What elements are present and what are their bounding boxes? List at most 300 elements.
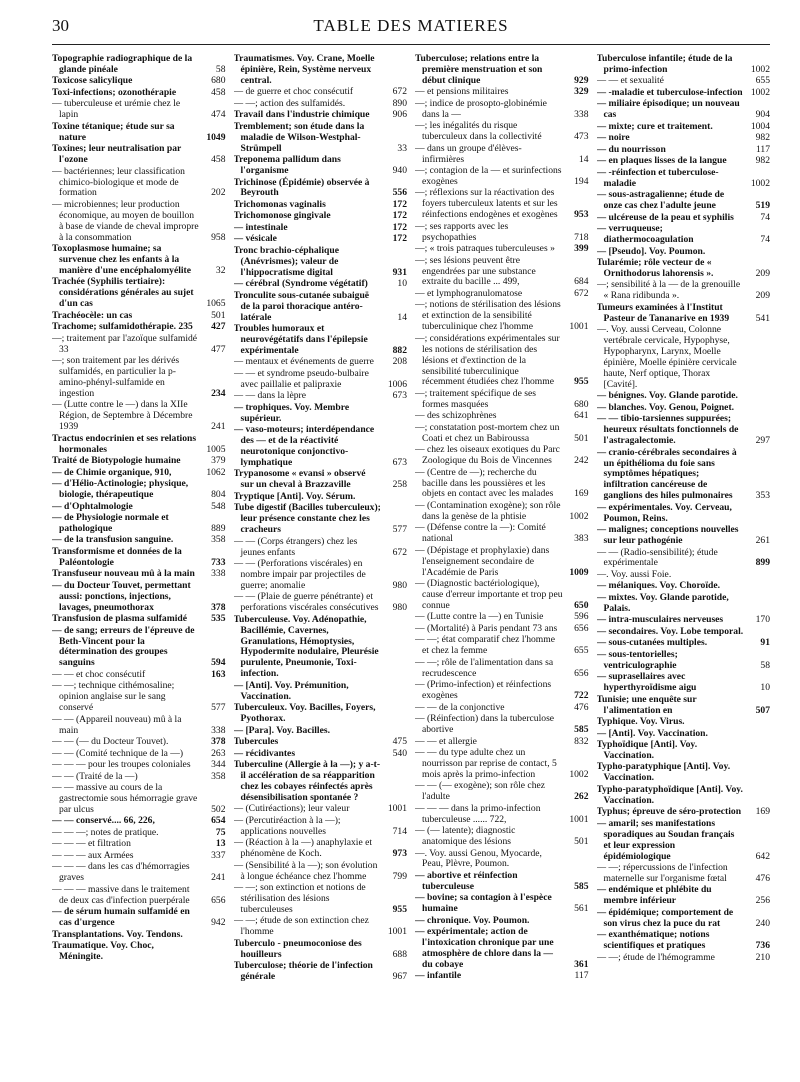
index-entry-term: Typhus; épreuve de séro-protection [596, 806, 742, 818]
index-entry-term: — (Contamination exogène); son rôle dans la genèse de la phtisie [415, 499, 561, 522]
index-entry-term: — (Sensibilité à la —); son évolution à longue échéance chez l'homme [233, 859, 378, 882]
index-entry [597, 76, 771, 87]
index-entry-term: Tularémie; rôle vecteur de « Ornithodorus lahorensis ». [596, 257, 714, 279]
index-entry [234, 223, 408, 234]
index-entry-page: 585 [574, 724, 589, 735]
index-entry-term: — miliaire épisodique; un nouveau cas [596, 98, 740, 121]
index-entry-term: — sous-cutanées multiples. [596, 637, 708, 649]
index-entry [52, 839, 226, 850]
index-entry [234, 615, 408, 680]
index-entry-page: 955 [392, 903, 407, 915]
index-entry-term: Topographie radiographique de la glande pinéale [52, 54, 193, 75]
index-entry [597, 695, 771, 717]
index-entry [415, 501, 589, 523]
index-entry [234, 703, 408, 725]
index-entry-term: — du Docteur Touvet, permettant aussi: ponctions, injections, lavages, pneumothorax [52, 579, 191, 613]
index-entry-term: — dans un groupe d'élèves-infirmières [415, 142, 522, 165]
index-entry [415, 971, 589, 982]
index-entry [415, 99, 589, 121]
index-entry-page: 718 [574, 231, 589, 243]
index-entry [597, 247, 771, 258]
index-entry-term: — — (— du Docteur Touvet). [52, 736, 169, 748]
index-entry [52, 670, 226, 681]
index-entry-page: 1004 [750, 120, 770, 132]
index-entry [234, 279, 408, 290]
index-entry-term: — trophiques. Voy. Membre supérieur. [233, 401, 350, 424]
index-entry [597, 258, 771, 280]
index-entry-term: — — et sexualité [596, 75, 664, 87]
index-entry [415, 804, 589, 826]
index-entry-page: 172 [392, 221, 407, 233]
index-entry-term: — des schizophrènes [415, 410, 497, 422]
index-entry-term: — de guerre et choc consécutif [233, 86, 354, 98]
index-entry [234, 883, 408, 916]
index-entry-term: — — tibio-tarsiennes suppurées; heureux résultats fonctionnels de l'astragalectomie. [596, 413, 739, 447]
index-entry-page: 1049 [206, 131, 226, 143]
index-entry-page: 736 [755, 940, 770, 952]
index-entry-page: 383 [574, 533, 589, 545]
index-entry [415, 714, 589, 736]
index-entry-page: 688 [392, 948, 407, 960]
index-entry [52, 356, 226, 400]
index-entry-term: Tronculite sous-cutanée subaiguë de la paroi thoracique antéro-latérale [233, 289, 370, 323]
index-entry-page: 642 [755, 850, 770, 862]
index-entry [234, 592, 408, 614]
index-entry [52, 535, 226, 546]
index-entry-term: Trachome; sulfamidothérapie. 235 [52, 321, 193, 333]
index-entry [597, 525, 771, 547]
index-entry-term: — bénignes. Voy. Glande parotide. [596, 390, 738, 402]
index-entry [597, 88, 771, 99]
index-entry [597, 615, 771, 626]
index-entry-term: — épidémique; comportement de son virus chez la puce du rat [596, 906, 734, 929]
index-entry-term: — [Para]. Voy. Bacilles. [233, 724, 330, 736]
page-title: TABLE DES MATIERES [313, 16, 509, 35]
index-entry [415, 826, 589, 848]
index-entry [597, 280, 771, 302]
index-entry [597, 908, 771, 930]
index-entry-page: 210 [755, 951, 770, 963]
index-entry-term: Trichinose (Épidémie) observée à Beyrouth [233, 176, 370, 199]
index-entry-page: 344 [211, 759, 226, 771]
index-entry-page: 541 [755, 312, 770, 324]
index-entry-term: —; son traitement par les dérivés sulfamidés, en particulier la p-amino-phényl-sulfamide en ingestion [52, 355, 180, 399]
index-entry [52, 760, 226, 771]
index-entry [52, 468, 226, 479]
index-entry [597, 717, 771, 728]
index-entry-term: — amaril; ses manifestations sporadiques au Soudan français et leur expression épidémiologique [596, 817, 735, 862]
index-entry-page: 722 [574, 690, 589, 702]
index-entry-page: 501 [211, 309, 226, 321]
index-entry [597, 54, 771, 76]
index-entry-page: 1062 [206, 466, 226, 478]
index-entry-page: 170 [755, 614, 770, 626]
index-entry-term: — — et syndrome pseudo-bulbaire avec paillalie et palipraxie [233, 367, 369, 390]
index-entry-term: — mixte; cure et traitement. [596, 120, 713, 132]
index-entry [597, 403, 771, 414]
index-entry-page: 10 [397, 278, 407, 290]
index-entry-term: Troubles humoraux et neurovégétatifs dans l'épilepsie expérimentale [233, 323, 368, 356]
index-entry-page: 427 [211, 321, 226, 333]
index-entry [597, 762, 771, 784]
index-entry-page: 458 [211, 86, 226, 98]
index-entry-term: — —; technique cithémosaline; opinion anglaise sur le sang conservé [52, 680, 175, 714]
index-entry-term: — infantile [415, 970, 462, 982]
index-entry-page: 980 [392, 602, 407, 614]
index-entry-term: — —; répercussions de l'infection maternelle sur l'organisme fœtal [596, 862, 728, 884]
index-entry-page: 832 [574, 735, 589, 747]
index-entry [415, 916, 589, 927]
index-entry-page: 655 [574, 645, 589, 657]
index-entry [415, 703, 589, 714]
index-entry-page: 33 [397, 142, 407, 154]
index-entry [415, 849, 589, 871]
index-entry-page: 473 [574, 131, 589, 143]
index-entry [597, 570, 771, 581]
index-entry-term: Trichomonas vaginalis [233, 198, 326, 210]
index-entry [234, 178, 408, 200]
index-entry [52, 99, 226, 121]
index-entry [234, 816, 408, 838]
index-entry-term: — microbiennes; leur production économique, au moyen de bouillon à base de viande de cheval impropre à la consommation [52, 198, 199, 243]
index-entry-page: 361 [574, 958, 589, 970]
index-entry-page: 882 [392, 344, 407, 356]
index-entry [415, 871, 589, 893]
index-entry [234, 469, 408, 491]
index-entry [52, 772, 226, 783]
index-entry [234, 737, 408, 748]
index-entry [52, 144, 226, 166]
index-entry-term: — — du type adulte chez un nourrisson par reprise de contact, 5 mois après la primo-infection [415, 747, 557, 780]
index-entry [234, 357, 408, 368]
index-entry [234, 122, 408, 155]
index-entry [52, 76, 226, 87]
index-entry [234, 939, 408, 961]
index-entry-page: 172 [392, 198, 407, 210]
index-entry-page: 501 [574, 432, 589, 444]
index-entry-page: 240 [755, 917, 770, 929]
index-entry [234, 324, 408, 357]
index-entry-page: 74 [760, 234, 770, 246]
index-entry [415, 893, 589, 915]
index-entry-page: 650 [574, 599, 589, 611]
index-entry [597, 807, 771, 818]
index-entry-term: — de sang; erreurs de l'épreuve de Beth-Vincent pour la détermination des groupes sanguins [52, 624, 195, 669]
index-entry [52, 941, 226, 963]
index-entry [415, 781, 589, 803]
index-entry [597, 593, 771, 615]
index-entry-page: 117 [574, 970, 589, 982]
index-entry [52, 513, 226, 535]
index-entry [234, 559, 408, 592]
index-entry-term: Transfuseur nouveau mû à la main [52, 568, 195, 580]
index-entry-term: Tuberculose; relations entre la première menstruation et son début clinique [415, 54, 543, 86]
index-entry [52, 930, 226, 941]
index-entry-term: — — — aux Armées [52, 849, 134, 861]
index-entry [597, 729, 771, 740]
index-entry [234, 726, 408, 737]
index-entry [234, 916, 408, 938]
index-entry-term: —; constatation post-mortem chez un Coati et chez un Babiroussa [415, 421, 560, 444]
index-entry-term: — (Réinfection) dans la tuberculose abortive [415, 713, 555, 735]
index-entry [597, 638, 771, 649]
index-entry-term: Toxines; leur neutralisation par l'ozone [52, 143, 182, 166]
index-entry-term: — — — et filtration [52, 838, 131, 850]
index-entry [52, 828, 226, 839]
index-entry-page: 540 [392, 747, 407, 759]
index-entry [52, 322, 226, 333]
index-entry-term: — expérimentales. Voy. Cerveau, Poumon, Reins. [596, 501, 732, 524]
index-entry-page: 680 [574, 398, 589, 410]
index-entry-term: — suprasellaires avec hyperthyroïdisme aigu [596, 671, 697, 694]
index-entry-page: 337 [211, 849, 226, 861]
index-entry-term: Typhique. Voy. Virus. [596, 716, 685, 728]
index-entry-term: —. Voy. aussi Foie. [596, 568, 672, 580]
index-column-3 [415, 54, 589, 1074]
index-entry-term: Tube digestif (Bacilles tuberculeux); leur présence constante chez les cracheurs [233, 502, 381, 536]
index-entry-term: Tuberculeux. Voy. Bacilles, Foyers, Pyothorax. [233, 702, 376, 725]
index-entry-term: Typhoïdique [Anti]. Voy. Vaccination. [596, 739, 698, 761]
index-entry-term: — — dans la lèpre [233, 390, 306, 402]
index-entry-term: — blanches. Voy. Genou, Poignet. [596, 401, 735, 413]
index-entry-page: 378 [211, 601, 226, 613]
index-entry-page: 475 [392, 736, 407, 748]
index-entry [597, 168, 771, 190]
index-entry [52, 244, 226, 277]
index-entry-page: 973 [392, 848, 407, 860]
index-entry-page: 673 [392, 390, 407, 402]
index-entry-page: 501 [574, 836, 589, 848]
index-entry-page: 982 [755, 132, 770, 144]
index-entry-term: —; ses lésions peuvent être engendrées par une substance extraite du bacille ... 499, [415, 254, 536, 288]
index-entry [52, 311, 226, 322]
index-entry [597, 213, 771, 224]
index-entry-page: 1002 [750, 63, 770, 75]
index-entry [597, 145, 771, 156]
index-entry-page: 1001 [387, 926, 407, 938]
index-entry-page: 799 [392, 870, 407, 882]
index-entry [597, 503, 771, 525]
index-entry [234, 99, 408, 110]
index-entry [234, 391, 408, 402]
index-entry-term: —; ses rapports avec les psychopathies [415, 220, 509, 243]
index-entry-term: — (Diagnostic bactériologique), cause d'erreur importante et trop peu connue [415, 578, 563, 611]
index-entry-term: Trichomonose gingivale [233, 210, 331, 222]
page-number: 30 [52, 16, 69, 35]
index-entry-term: — mélaniques. Voy. Choroïde. [596, 580, 720, 592]
index-entry-page: 263 [211, 747, 226, 759]
index-entry [597, 863, 771, 885]
index-entry-term: Trachéocèle: un cas [52, 309, 133, 321]
index-entry-term: — —; étude de l'hémogramme [596, 951, 715, 963]
index-entry [597, 156, 771, 167]
index-entry-term: — d'Hélio-Actinologie; physique, biologie, thérapeutique [52, 478, 189, 501]
index-entry-term: Tryptique [Anti]. Voy. Sérum. [233, 490, 356, 502]
index-entry [52, 167, 226, 200]
index-entry-page: 502 [211, 803, 226, 815]
index-entry-page: 1002 [750, 86, 770, 98]
index-entry [415, 423, 589, 445]
index-entry-term: — de Physiologie normale et pathologique [52, 512, 169, 534]
index-entry [52, 851, 226, 862]
index-entry-page: 477 [211, 343, 226, 355]
index-entry [234, 804, 408, 815]
index-entry-term: — ulcéreuse de la peau et syphilis [596, 211, 734, 223]
index-entry-page: 955 [574, 376, 589, 388]
index-entry-term: — secondaires. Voy. Lobe temporal. [596, 625, 744, 637]
index-entry-term: — vésicale [233, 233, 277, 245]
index-entry [597, 224, 771, 246]
index-entry-term: — — (Appareil nouveau) mû à la main [52, 713, 182, 736]
index-entry [415, 244, 589, 255]
index-entry-term: —; traitement spécifique de ses formes masquées [415, 387, 536, 410]
index-entry-term: Trachée (Syphilis tertiaire): considérations générales au sujet d'un cas [52, 276, 194, 310]
index-entry-term: — — — dans la primo-infection tuberculeuse ...... 722, [415, 802, 541, 825]
index-entry-term: —; notions de stérilisation des lésions et extinction de la sensibilité tuberculinique chez l'homme [415, 299, 561, 333]
index-entry-page: 476 [755, 872, 770, 884]
index-entry-term: — sous-astragalienne; étude de onze cas chez l'adulte jeune [596, 189, 725, 212]
index-entry-term: — —; action des sulfamidés. [233, 97, 346, 109]
index-column-2 [234, 54, 408, 1074]
index-entry [52, 581, 226, 614]
index-entry [52, 122, 226, 144]
index-entry [234, 211, 408, 222]
index-entry [52, 715, 226, 737]
index-entry-term: — —; étude de son extinction chez l'homme [233, 915, 369, 938]
index-entry-page: 117 [755, 143, 770, 155]
header-rule [52, 44, 770, 45]
index-entry-term: — chronique. Voy. Poumon. [415, 914, 530, 926]
index-entry-term: — exanthématique; notions scientifiques et pratiques [596, 929, 710, 952]
index-entry-term: — du nourrisson [596, 143, 666, 155]
index-entry [597, 581, 771, 592]
index-entry-term: — d'Ophtalmologie [52, 500, 133, 512]
index-entry-term: —; traitement par l'azoïque sulfamidé 33 [52, 332, 198, 355]
index-entry-term: — (Dépistage et prophylaxie) dans l'enseignement secondaire de l'Académie de Paris [415, 544, 550, 578]
index-entry [415, 680, 589, 702]
index-entry [415, 927, 589, 971]
index-entry-term: — de Chimie organique, 910, [52, 466, 172, 478]
index-entry [415, 411, 589, 422]
index-entry-page: 931 [392, 266, 407, 278]
index-entry-page: 548 [211, 500, 226, 512]
index-column-1 [52, 54, 226, 1074]
index-entry-term: —; les inégalités du risque tuberculeux dans la collectivité [415, 120, 542, 143]
index-entry-page: 13 [215, 838, 226, 850]
index-entry [52, 885, 226, 907]
index-entry-page: 1001 [387, 803, 407, 815]
index-entry [597, 325, 771, 390]
index-entry [415, 144, 589, 166]
index-entry [597, 391, 771, 402]
index-entry-page: 577 [392, 524, 407, 536]
index-entry-page: 656 [211, 894, 226, 906]
index-entry-term: Tremblement; son étude dans la maladie de Wilson-Westphal-Strümpell [233, 120, 365, 154]
index-entry [234, 838, 408, 860]
index-entry [52, 54, 226, 76]
index-entry [415, 658, 589, 680]
index-entry [597, 650, 771, 672]
index-entry-term: — intra-musculaires nerveuses [596, 614, 724, 626]
index-entry-term: — bactériennes; leur classification chimico-biologique et mode de formation [52, 165, 185, 199]
index-entry-page: 209 [755, 267, 770, 279]
index-entry [52, 681, 226, 714]
index-entry-term: — mixtes. Voy. Glande parotide, Palais. [596, 591, 729, 614]
index-entry-term: — intestinale [233, 221, 288, 233]
index-entry-term: Toxoplasmose humaine; sa survenue chez les enfants à la manière d'une encéphalomyélite [52, 243, 191, 276]
index-entry-term: Toxicose salicylique [52, 75, 133, 87]
index-entry-page: 942 [211, 917, 226, 929]
index-entry-page: 585 [574, 880, 589, 892]
index-entry [415, 334, 589, 389]
index-entry-page: 519 [755, 200, 770, 212]
index-entry-page: 507 [755, 704, 770, 716]
index-entry [52, 737, 226, 748]
index-entry-page: 379 [211, 455, 226, 467]
index-entry-page: 1005 [206, 443, 226, 455]
index-entry-term: — — — dans les cas d'hémorragies graves [52, 861, 190, 884]
index-entry-page: 10 [760, 682, 770, 694]
index-entry-term: — sous-tentorielles; ventriculographie [596, 648, 678, 671]
index-entry-term: Tuberculo - pneumoconiose des houilleurs [233, 937, 362, 960]
index-entry-term: — [Anti]. Voy. Vaccination. [596, 727, 708, 739]
index-entry-term: — — — massive dans le traitement de deux cas d'infection puerpérale [52, 883, 190, 906]
index-entry-page: 733 [211, 556, 226, 568]
index-entry-page: 169 [755, 806, 770, 818]
index-entry-page: 32 [215, 264, 226, 276]
index-entry-term: — — —; notes de pratique. [52, 826, 159, 838]
index-entry-term: — en plaques lisses de la langue [596, 155, 727, 167]
index-entry-page: 889 [211, 522, 226, 534]
index-entry-term: — — et allergie [415, 735, 477, 747]
index-entry [415, 256, 589, 289]
index-entry-page: 476 [574, 701, 589, 713]
index-entry [597, 190, 771, 212]
index-entry-term: Tunisie; une enquête sur l'alimentation en [596, 693, 697, 716]
index-entry-term: —; indice de prosopto-globinémie dans la — [415, 97, 547, 120]
index-entry [52, 816, 226, 827]
index-entry-page: 1002 [750, 177, 770, 189]
index-entry [234, 681, 408, 703]
index-entry [234, 425, 408, 469]
index-entry-page: 1002 [569, 768, 589, 780]
index-entry-term: Tumeurs examinées à l'Institut Pasteur de Tananarive en 1939 [596, 301, 730, 324]
index-entry-page: 338 [574, 108, 589, 120]
index-entry-term: Tuberculeuse. Voy. Adénopathie, Bacillémie, Cavernes, Granulations, Hémoptysies, Hypodermite nodulaire, Pleurésie purulente, Pneumonie, Toxi-infection. [233, 613, 379, 680]
index-entry-page: 680 [211, 75, 226, 87]
index-entry [415, 54, 589, 87]
index-entry-page: 353 [755, 490, 770, 502]
index-entry [52, 434, 226, 456]
index-entry-page: 561 [574, 903, 589, 915]
index-entry-term: Toxi-infections; ozonothérapie [52, 86, 177, 98]
index-entry-term: Transfusion de plasma sulfamidé [52, 613, 187, 625]
index-entry [52, 783, 226, 816]
index-column-4 [597, 54, 771, 1074]
index-entry-page: 804 [211, 489, 226, 501]
index-entry-page: 655 [755, 75, 770, 87]
index-entry-term: — endémique et phlébite du membre inférieur [596, 884, 712, 907]
index-entry-page: 1065 [206, 298, 226, 310]
index-entry-page: 241 [211, 421, 226, 433]
index-entry-page: 672 [392, 546, 407, 558]
index-entry-page: 673 [392, 456, 407, 468]
index-entry-term: Typho-paratyphoïdique [Anti]. Voy. Vaccination. [596, 783, 743, 806]
index-entry-page: 596 [574, 611, 589, 623]
index-entry-term: — (Réaction à la —) anaphylaxie et phénomène de Koch. [233, 837, 373, 860]
index-entry [597, 627, 771, 638]
index-entry [234, 961, 408, 983]
